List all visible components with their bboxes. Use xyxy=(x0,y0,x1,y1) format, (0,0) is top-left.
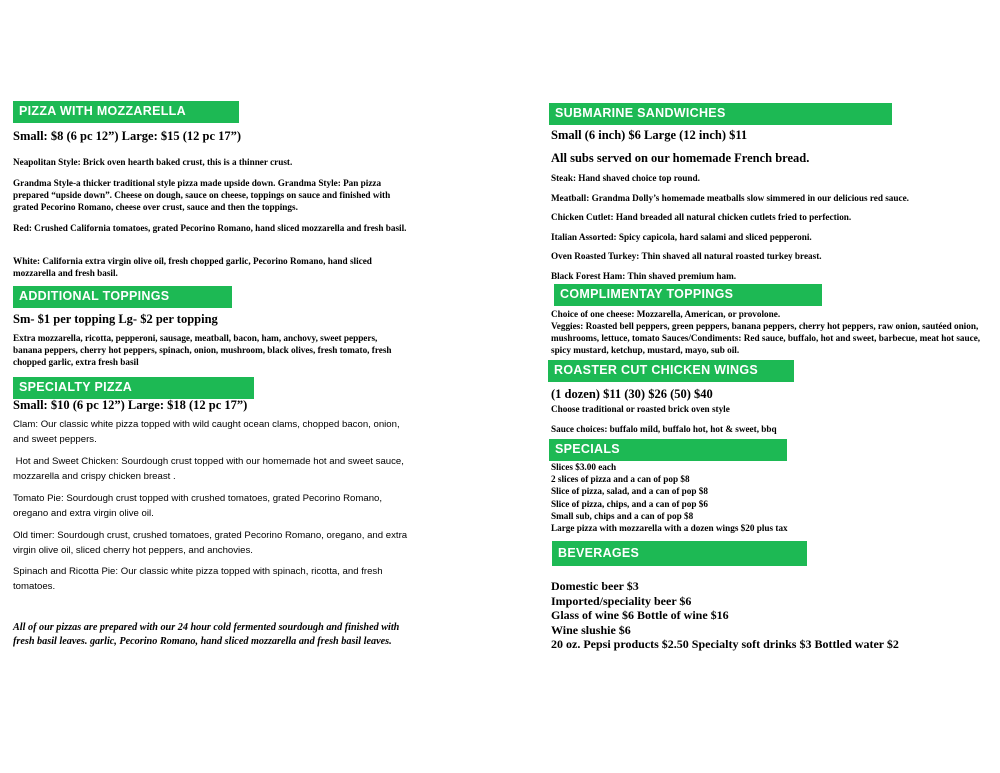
sub-item-meatball: Meatball: Grandma Dolly’s homemade meatballs slow simmered in our delicious red sauce. xyxy=(551,193,909,203)
beverage-item: Imported/speciality beer $6 xyxy=(551,593,692,608)
special-item: 2 slices of pizza and a can of pop $8 xyxy=(551,474,690,485)
toppings-list: Extra mozzarella, ricotta, pepperoni, sausage, meatball, bacon, ham, anchovy, sweet peppers, banana peppers, cherry hot peppers, spinach, onion, mushroom, black olives, fresh tomato, fresh chopped garlic, extra fresh basil xyxy=(13,333,392,367)
specialty-price: Small: $10 (6 pc 12”) Large: $18 (12 pc 17”) xyxy=(13,398,248,412)
sub-item-oven-roasted-turkey: Oven Roasted Turkey: Thin shaved all natural roasted turkey breast. xyxy=(551,251,822,261)
specialty-item-old-timer: Old timer: Sourdough crust, crushed tomatoes, grated Pecorino Romano, oregano, and extra virgin olive oil, sliced cherry hot peppers, and anchovies. xyxy=(13,530,408,556)
pizza-price: Small: $8 (6 pc 12”) Large: $15 (12 pc 17”) xyxy=(13,129,242,143)
pizza-item-grandma: Grandma Style-a thicker traditional style pizza made upside down. Grandma Style: Pan pizza prepared “upside down”. Cheese on dough, sauce on cheese, toppings on sauce and finished with grated Pecorino Romano, cheese over crust, sauce and then the toppings. xyxy=(13,178,391,212)
wings-style: Choose traditional or roasted brick oven style xyxy=(551,404,730,414)
sub-item-chicken-cutlet: Chicken Cutlet: Hand breaded all natural chicken cutlets fried to perfection. xyxy=(551,212,852,222)
specials-list xyxy=(551,461,788,534)
specials-banner: SPECIALS xyxy=(549,439,787,461)
specialty-pizza-banner: SPECIALTY PIZZA xyxy=(13,377,254,399)
beverage-item: 20 oz. Pepsi products $2.50 Specialty soft drinks $3 Bottled water $2 xyxy=(551,637,899,652)
submarine-sandwiches-banner: SUBMARINE SANDWICHES xyxy=(549,103,892,125)
beverage-item: Glass of wine $6 Bottle of wine $16 xyxy=(551,608,729,623)
specialty-item-clam: Clam: Our classic white pizza topped with wild caught ocean clams, chopped bacon, onion, and sweet peppers. xyxy=(13,419,400,445)
beverages-list xyxy=(551,579,899,652)
additional-toppings-banner: ADDITIONAL TOPPINGS xyxy=(13,286,232,308)
complimentary-toppings-banner: COMPLIMENTAY TOPPINGS xyxy=(554,284,822,306)
wings-sauces: Sauce choices: buffalo mild, buffalo hot, hot & sweet, bbq xyxy=(551,424,777,434)
toppings-price: Sm- $1 per topping Lg- $2 per topping xyxy=(13,312,218,326)
pizza-with-mozzarella-banner: PIZZA WITH MOZZARELLA xyxy=(13,101,239,123)
beverage-item: Wine slushie $6 xyxy=(551,622,631,637)
sub-item-steak: Steak: Hand shaved choice top round. xyxy=(551,173,700,183)
sub-item-black-forest-ham: Black Forest Ham: Thin shaved premium ham. xyxy=(551,271,737,281)
pizza-item-white: White: California extra virgin olive oil, fresh chopped garlic, Pecorino Romano, hand sliced mozzarella and fresh basil. xyxy=(13,256,372,278)
chicken-wings-banner: ROASTER CUT CHICKEN WINGS xyxy=(548,360,794,382)
pizza-item-neapolitan: Neapolitan Style: Brick oven hearth baked crust, this is a thinner crust. xyxy=(13,157,293,167)
special-item: Slice of pizza, salad, and a can of pop $8 xyxy=(551,486,708,497)
subs-bread-note: All subs served on our homemade French bread. xyxy=(551,151,810,165)
specialty-item-tomato-pie: Tomato Pie: Sourdough crust topped with crushed tomatoes, grated Pecorino Romano, oregano and extra virgin olive oil. xyxy=(13,493,383,519)
specialty-item-hot-sweet-chicken: Hot and Sweet Chicken: Sourdough crust topped with our homemade hot and sweet sauce, mozzarella and crispy chicken breast . xyxy=(13,456,407,482)
wings-price: (1 dozen) $11 (30) $26 (50) $40 xyxy=(551,387,713,401)
special-item: Slice of pizza, chips, and a can of pop $6 xyxy=(551,498,708,509)
pizza-item-red: Red: Crushed California tomatoes, grated Pecorino Romano, hand sliced mozzarella and fresh basil. xyxy=(13,223,407,233)
comp-veggies-sauces: Veggies: Roasted bell peppers, green peppers, banana peppers, cherry hot peppers, raw onion, sautéed onion, mushrooms, lettuce, tomato Sauces/Condiments: Red sauce, buffalo, hot and sweet, barbecue, meat hot sauce, spicy mustard, ketchup, mustard, mayo, sub oil. xyxy=(551,321,981,355)
comp-cheese: Choice of one cheese: Mozzarella, American, or provolone. xyxy=(551,309,781,319)
special-item: Large pizza with mozzarella with a dozen wings $20 plus tax xyxy=(551,523,788,534)
beverages-banner: BEVERAGES xyxy=(552,541,807,566)
sourdough-footer-note: All of our pizzas are prepared with our 24 hour cold fermented sourdough and finished with fresh basil leaves. garlic, Pecorino Romano, hand sliced mozzarella and fresh basil leaves. xyxy=(13,622,400,647)
specialty-item-spinach-ricotta: Spinach and Ricotta Pie: Our classic white pizza topped with spinach, ricotta, and fresh tomatoes. xyxy=(13,566,383,592)
subs-price: Small (6 inch) $6 Large (12 inch) $11 xyxy=(551,128,748,142)
beverage-item: Domestic beer $3 xyxy=(551,579,639,593)
sub-item-italian-assorted: Italian Assorted: Spicy capicola, hard salami and sliced pepperoni. xyxy=(551,232,812,242)
special-item: Small sub, chips and a can of pop $8 xyxy=(551,510,694,521)
special-item: Slices $3.00 each xyxy=(551,462,617,472)
